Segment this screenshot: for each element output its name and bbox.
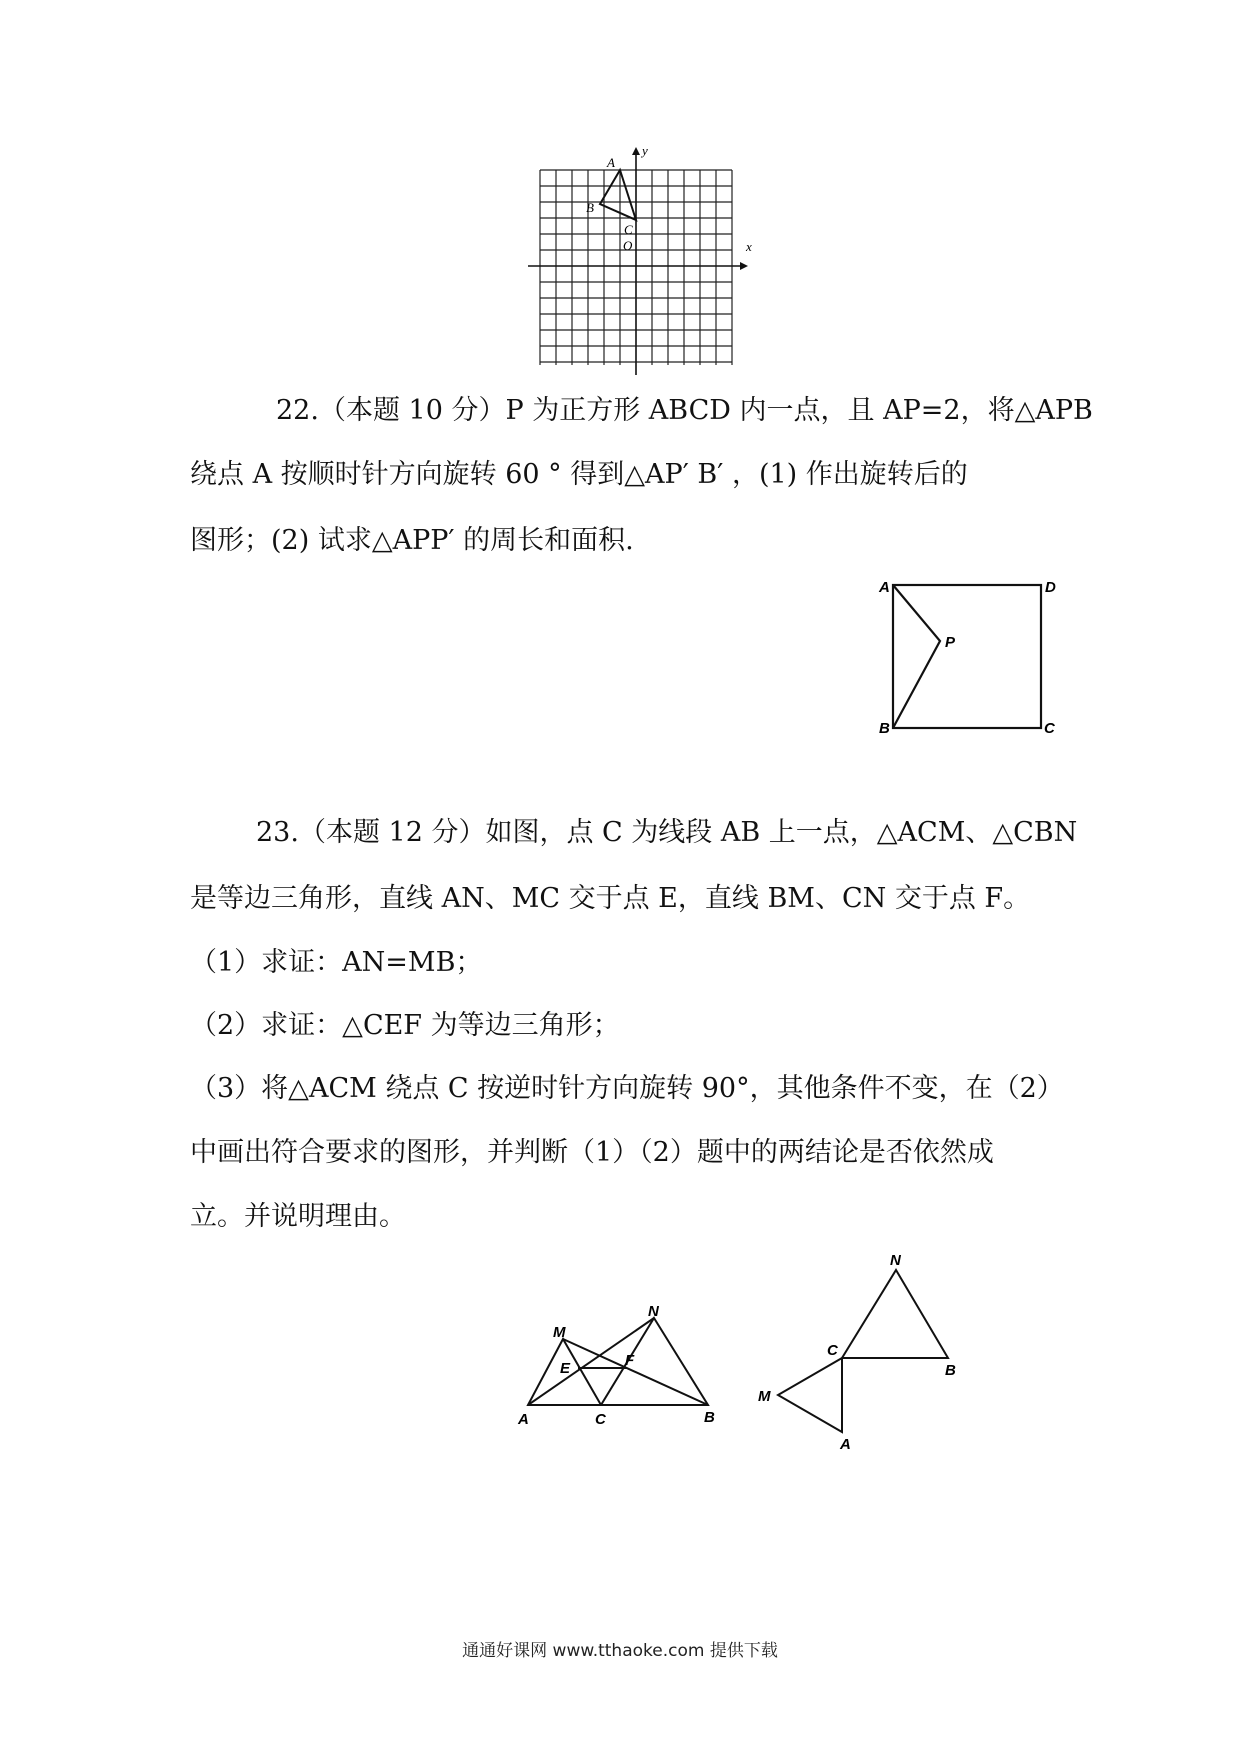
left-label-c: C xyxy=(595,1411,606,1428)
q23-line-2: 是等边三角形，直线 AN、MC 交于点 E，直线 BM、CN 交于点 F。 xyxy=(190,883,1031,914)
square-label-a: A xyxy=(879,579,890,596)
grid-label-x: x xyxy=(746,239,752,254)
left-label-m: M xyxy=(553,1324,566,1341)
segment-apb xyxy=(893,585,940,728)
right-label-b: B xyxy=(945,1362,956,1379)
left-label-n: N xyxy=(648,1303,659,1320)
grid-label-b: B xyxy=(586,200,594,215)
triangle-cbn xyxy=(601,1318,708,1405)
grid-label-y: y xyxy=(642,143,648,158)
segment-an xyxy=(528,1318,654,1405)
square-label-c: C xyxy=(1044,720,1055,737)
x-axis-arrow-icon xyxy=(740,262,748,270)
q23-part-3-line-1: （3）将△ACM 绕点 C 按逆时针方向旋转 90°，其他条件不变，在（2） xyxy=(190,1073,1064,1104)
triangle-cbn-rotated xyxy=(842,1270,948,1358)
square-label-b: B xyxy=(879,720,890,737)
equilateral-triangles-figure xyxy=(515,1280,735,1430)
square-label-d: D xyxy=(1045,579,1056,596)
triangle-acm-rotated xyxy=(778,1358,842,1432)
grid-label-o: O xyxy=(623,238,633,253)
q22-line-1: 22.（本题 10 分）P 为正方形 ABCD 内一点，且 AP=2，将△APB xyxy=(276,395,1093,426)
right-label-m: M xyxy=(758,1388,771,1405)
triangle-abc xyxy=(600,170,636,220)
left-label-e: E xyxy=(560,1360,571,1377)
q22-line-2: 绕点 A 按顺时针方向旋转 60 ° 得到△AP′ B′ ，(1) 作出旋转后的 xyxy=(190,459,968,490)
left-label-b: B xyxy=(704,1409,715,1426)
rotated-triangles-figure xyxy=(750,1245,970,1455)
coordinate-grid-figure xyxy=(520,145,760,375)
square-abcd xyxy=(893,585,1041,728)
right-label-n: N xyxy=(890,1252,901,1269)
left-label-f: F xyxy=(625,1352,635,1369)
left-label-a: A xyxy=(518,1411,529,1428)
q23-line-1: 23.（本题 12 分）如图，点 C 为线段 AB 上一点，△ACM、△CBN xyxy=(256,817,1078,848)
right-label-a: A xyxy=(840,1436,851,1453)
q23-part-1: （1）求证：AN=MB； xyxy=(190,947,483,978)
axes xyxy=(528,147,748,375)
grid-label-a: A xyxy=(607,155,615,170)
square-label-p: P xyxy=(945,634,956,651)
q23-part-2: （2）求证：△CEF 为等边三角形； xyxy=(190,1010,620,1041)
square-abcd-figure xyxy=(875,575,1065,735)
q23-part-3-line-2: 中画出符合要求的图形，并判断（1）（2）题中的两结论是否依然成 xyxy=(190,1137,994,1168)
page-footer: 通通好课网 www.tthaoke.com 提供下载 xyxy=(462,1641,778,1661)
q22-line-3: 图形；(2) 试求△APP′ 的周长和面积. xyxy=(190,525,634,556)
right-label-c: C xyxy=(827,1342,838,1359)
q23-part-3-line-3: 立。并说明理由。 xyxy=(190,1201,406,1232)
y-axis-arrow-icon xyxy=(632,147,640,155)
grid-label-c: C xyxy=(624,222,633,237)
